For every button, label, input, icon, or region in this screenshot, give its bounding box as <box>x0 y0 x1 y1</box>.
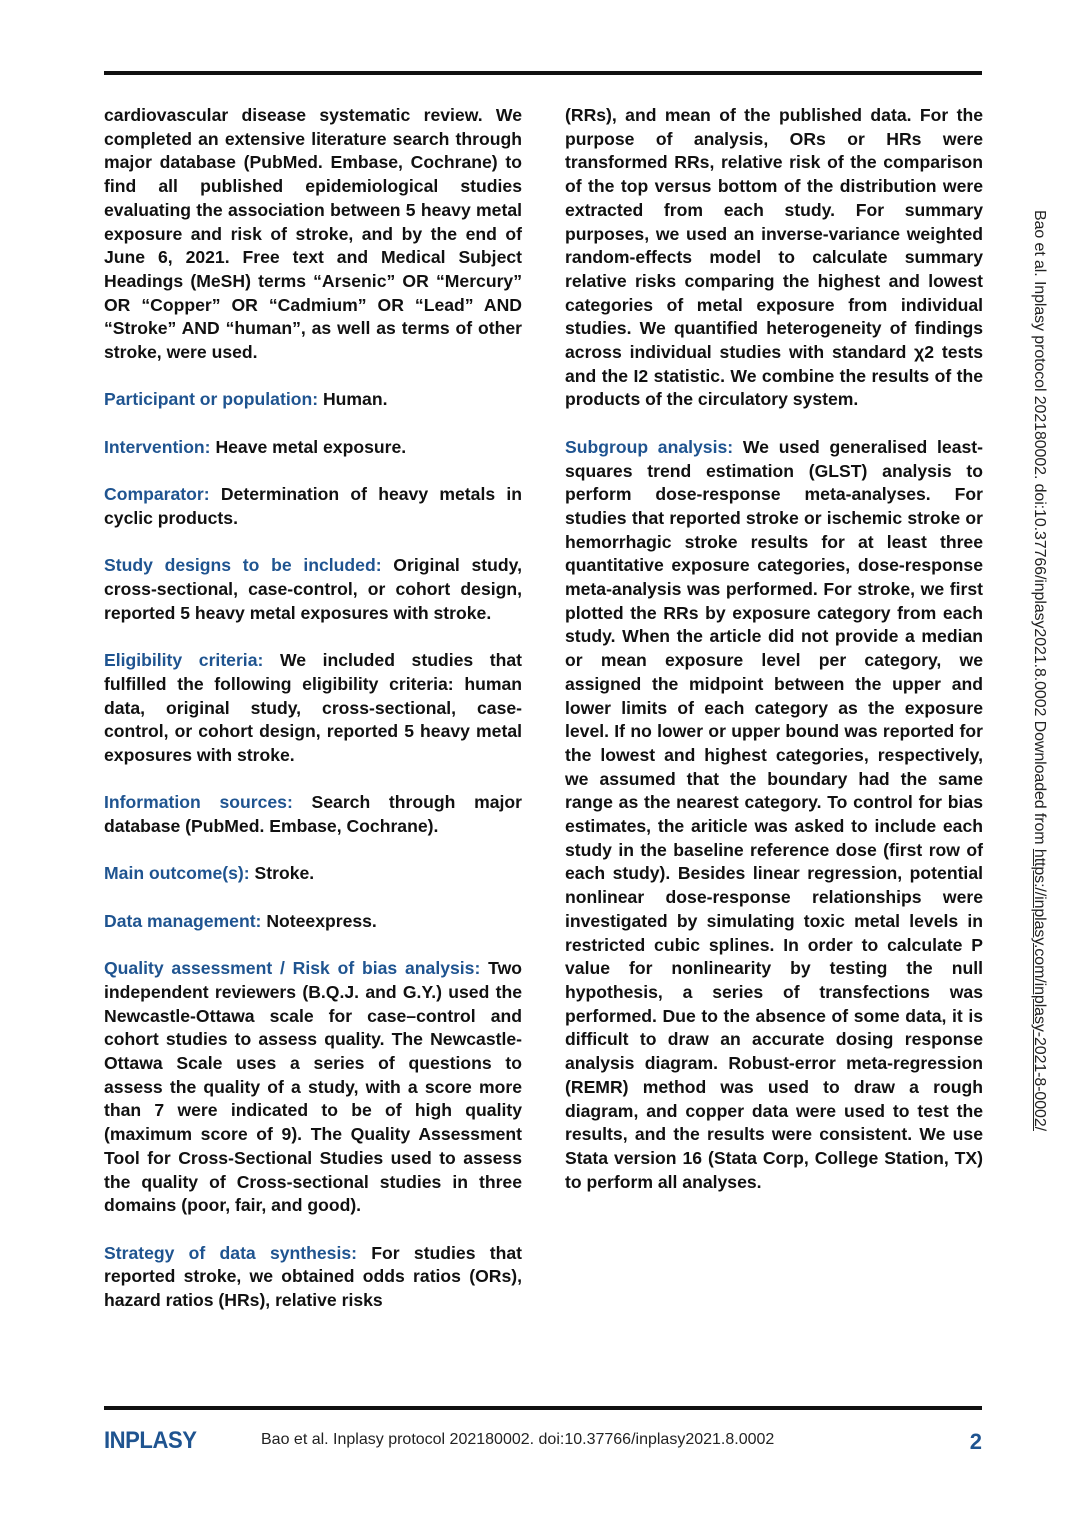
section-heading: Intervention: <box>104 436 211 457</box>
side-margin-citation <box>1030 210 1048 1310</box>
section-subgroup-analysis <box>565 436 983 1195</box>
page-footer <box>104 1425 982 1465</box>
section-body: Search through major database (PubMed. Embase, Cochrane). <box>104 792 522 836</box>
section-heading: Quality assessment / Risk of bias analysis: <box>104 958 481 979</box>
section-heading: Subgroup analysis: <box>565 436 734 457</box>
download-link[interactable]: https://inplasy.com/inplasy-2021-8-0002/ <box>1031 848 1048 1131</box>
section-body: Human. <box>322 389 388 410</box>
section-heading: Data management: <box>104 910 262 931</box>
journal-logo: INPLASY <box>104 1427 197 1454</box>
section-body: We used generalised least-squares trend estimation (GLST) analysis to perform dose-response meta-analyses. For studies that reported stroke or ischemic stroke or hemorrhagic stroke results for at least three quantitative exposure categories, dose-response meta-analysis was performed. For stroke, we first plotted the RRs by exposure category from each study. When the article did not provide a median or mean exposure level per category, we assigned the midpoint between the upper and lower limits of each category as the exposure level. If no lower or upper bound was reported for the lowest and highest categories, respectively, we assumed that the boundary had the same range as the nearest category. To control for bias estimates, the ariticle was asked to include each study in the baseline reference dose (first row of each study). Besides linear regression, potential nonlinear dose-response relationships were investigated by simulating toxic metal levels in restricted cubic splines. In order to calculate P value for nonlinearity by testing the null hypothesis, a series of transfections was performed. Due to the absence of some data, it is difficult to draw an accurate dosing response analysis diagram. Robust-error meta-regression (REMR) method was used to draw a rough diagram, and copper data were used to test the results, and the results were consistent. We use Stata version 16 (Stata Corp, College Station, TX) to perform all analyses. <box>565 436 983 1192</box>
section-heading: Information sources: <box>104 792 293 813</box>
section-body: For studies that reported stroke, we obtained odds ratios (ORs), hazard ratios (HRs), relative risks <box>104 1242 523 1310</box>
section-eligibility <box>104 649 522 768</box>
section-comparator <box>104 483 522 530</box>
section-body: Determination of heavy metals in cyclic products. <box>104 484 523 528</box>
section-heading: Participant or population: <box>104 389 319 410</box>
section-body: Noteexpress. <box>266 910 377 931</box>
section-heading: Study designs to be included: <box>104 555 382 576</box>
continuation-paragraph: (RRs), and mean of the published data. For the purpose of analysis, ORs or HRs were transformed RRs, relative risk of the comparison of the top versus bottom of the distribution were extracted from each study. For summary purposes, we used an inverse-variance weighted random-effects model to calculate summary relative risks comparing the highest and lowest categories of metal exposure from individual studies. We quantified heterogeneity of findings across individual studies with standard χ2 tests and the I2 statistic. We combine the results of the products of the circulatory system. <box>565 105 983 410</box>
section-intervention <box>104 436 522 460</box>
side-citation-text: Bao et al. Inplasy protocol 202180002. doi:10.37766/inplasy2021.8.0002 Downloaded from <box>1031 210 1048 849</box>
section-heading: Eligibility criteria: <box>104 650 264 671</box>
section-participant <box>104 388 522 412</box>
section-study-designs <box>104 554 522 625</box>
left-column <box>104 104 522 1336</box>
section-body: Heave metal exposure. <box>215 436 407 457</box>
section-heading: Main outcome(s): <box>104 863 250 884</box>
section-data-management <box>104 910 522 934</box>
footer-citation: Bao et al. Inplasy protocol 202180002. doi:10.37766/inplasy2021.8.0002 <box>261 1431 775 1448</box>
section-body: Original study, cross-sectional, case-control, or cohort design, reported 5 heavy metal exposures with stroke. <box>104 555 522 623</box>
section-data-synthesis <box>104 1242 522 1313</box>
header-rule <box>104 71 982 75</box>
intro-paragraph: cardiovascular disease systematic review. We completed an extensive literature search through major database (PubMed. Embase, Cochrane) to find all published epidemiological studies evaluating the association between 5 heavy metal exposure and risk of stroke, and by the end of June 6, 2021. Free text and Medical Subject Headings (MeSH) terms “Arsenic” OR “Mercury” OR “Copper” OR “Cadmium” OR “Lead” AND “Stroke” AND “human”, as well as terms of other stroke, were used. <box>104 105 522 363</box>
section-body: Stroke. <box>254 863 315 884</box>
section-heading: Strategy of data synthesis: <box>104 1242 358 1263</box>
section-body: Two independent reviewers (B.Q.J. and G.Y.) used the Newcastle-Ottawa scale for case–control and cohort studies to assess quality. The Newcastle-Ottawa Scale uses a series of questions to assess the quality of a study, with a score more than 7 were indicated to be of high quality (maximum score of 9). The Quality Assessment Tool for Cross-Sectional Studies used to assess the quality of Cross-sectional studies in three domains (poor, fair, and good). <box>104 958 522 1216</box>
footer-rule <box>104 1406 982 1410</box>
section-information-sources <box>104 791 522 838</box>
page-number: 2 <box>969 1429 982 1454</box>
section-heading: Comparator: <box>104 484 210 505</box>
section-body: We included studies that fulfilled the following eligibility criteria: human data, original study, cross-sectional, case-control, or cohort design, reported 5 heavy metal exposures with stroke. <box>104 650 522 765</box>
section-main-outcomes <box>104 862 522 886</box>
right-column <box>565 104 983 1218</box>
section-quality-assessment <box>104 957 522 1218</box>
